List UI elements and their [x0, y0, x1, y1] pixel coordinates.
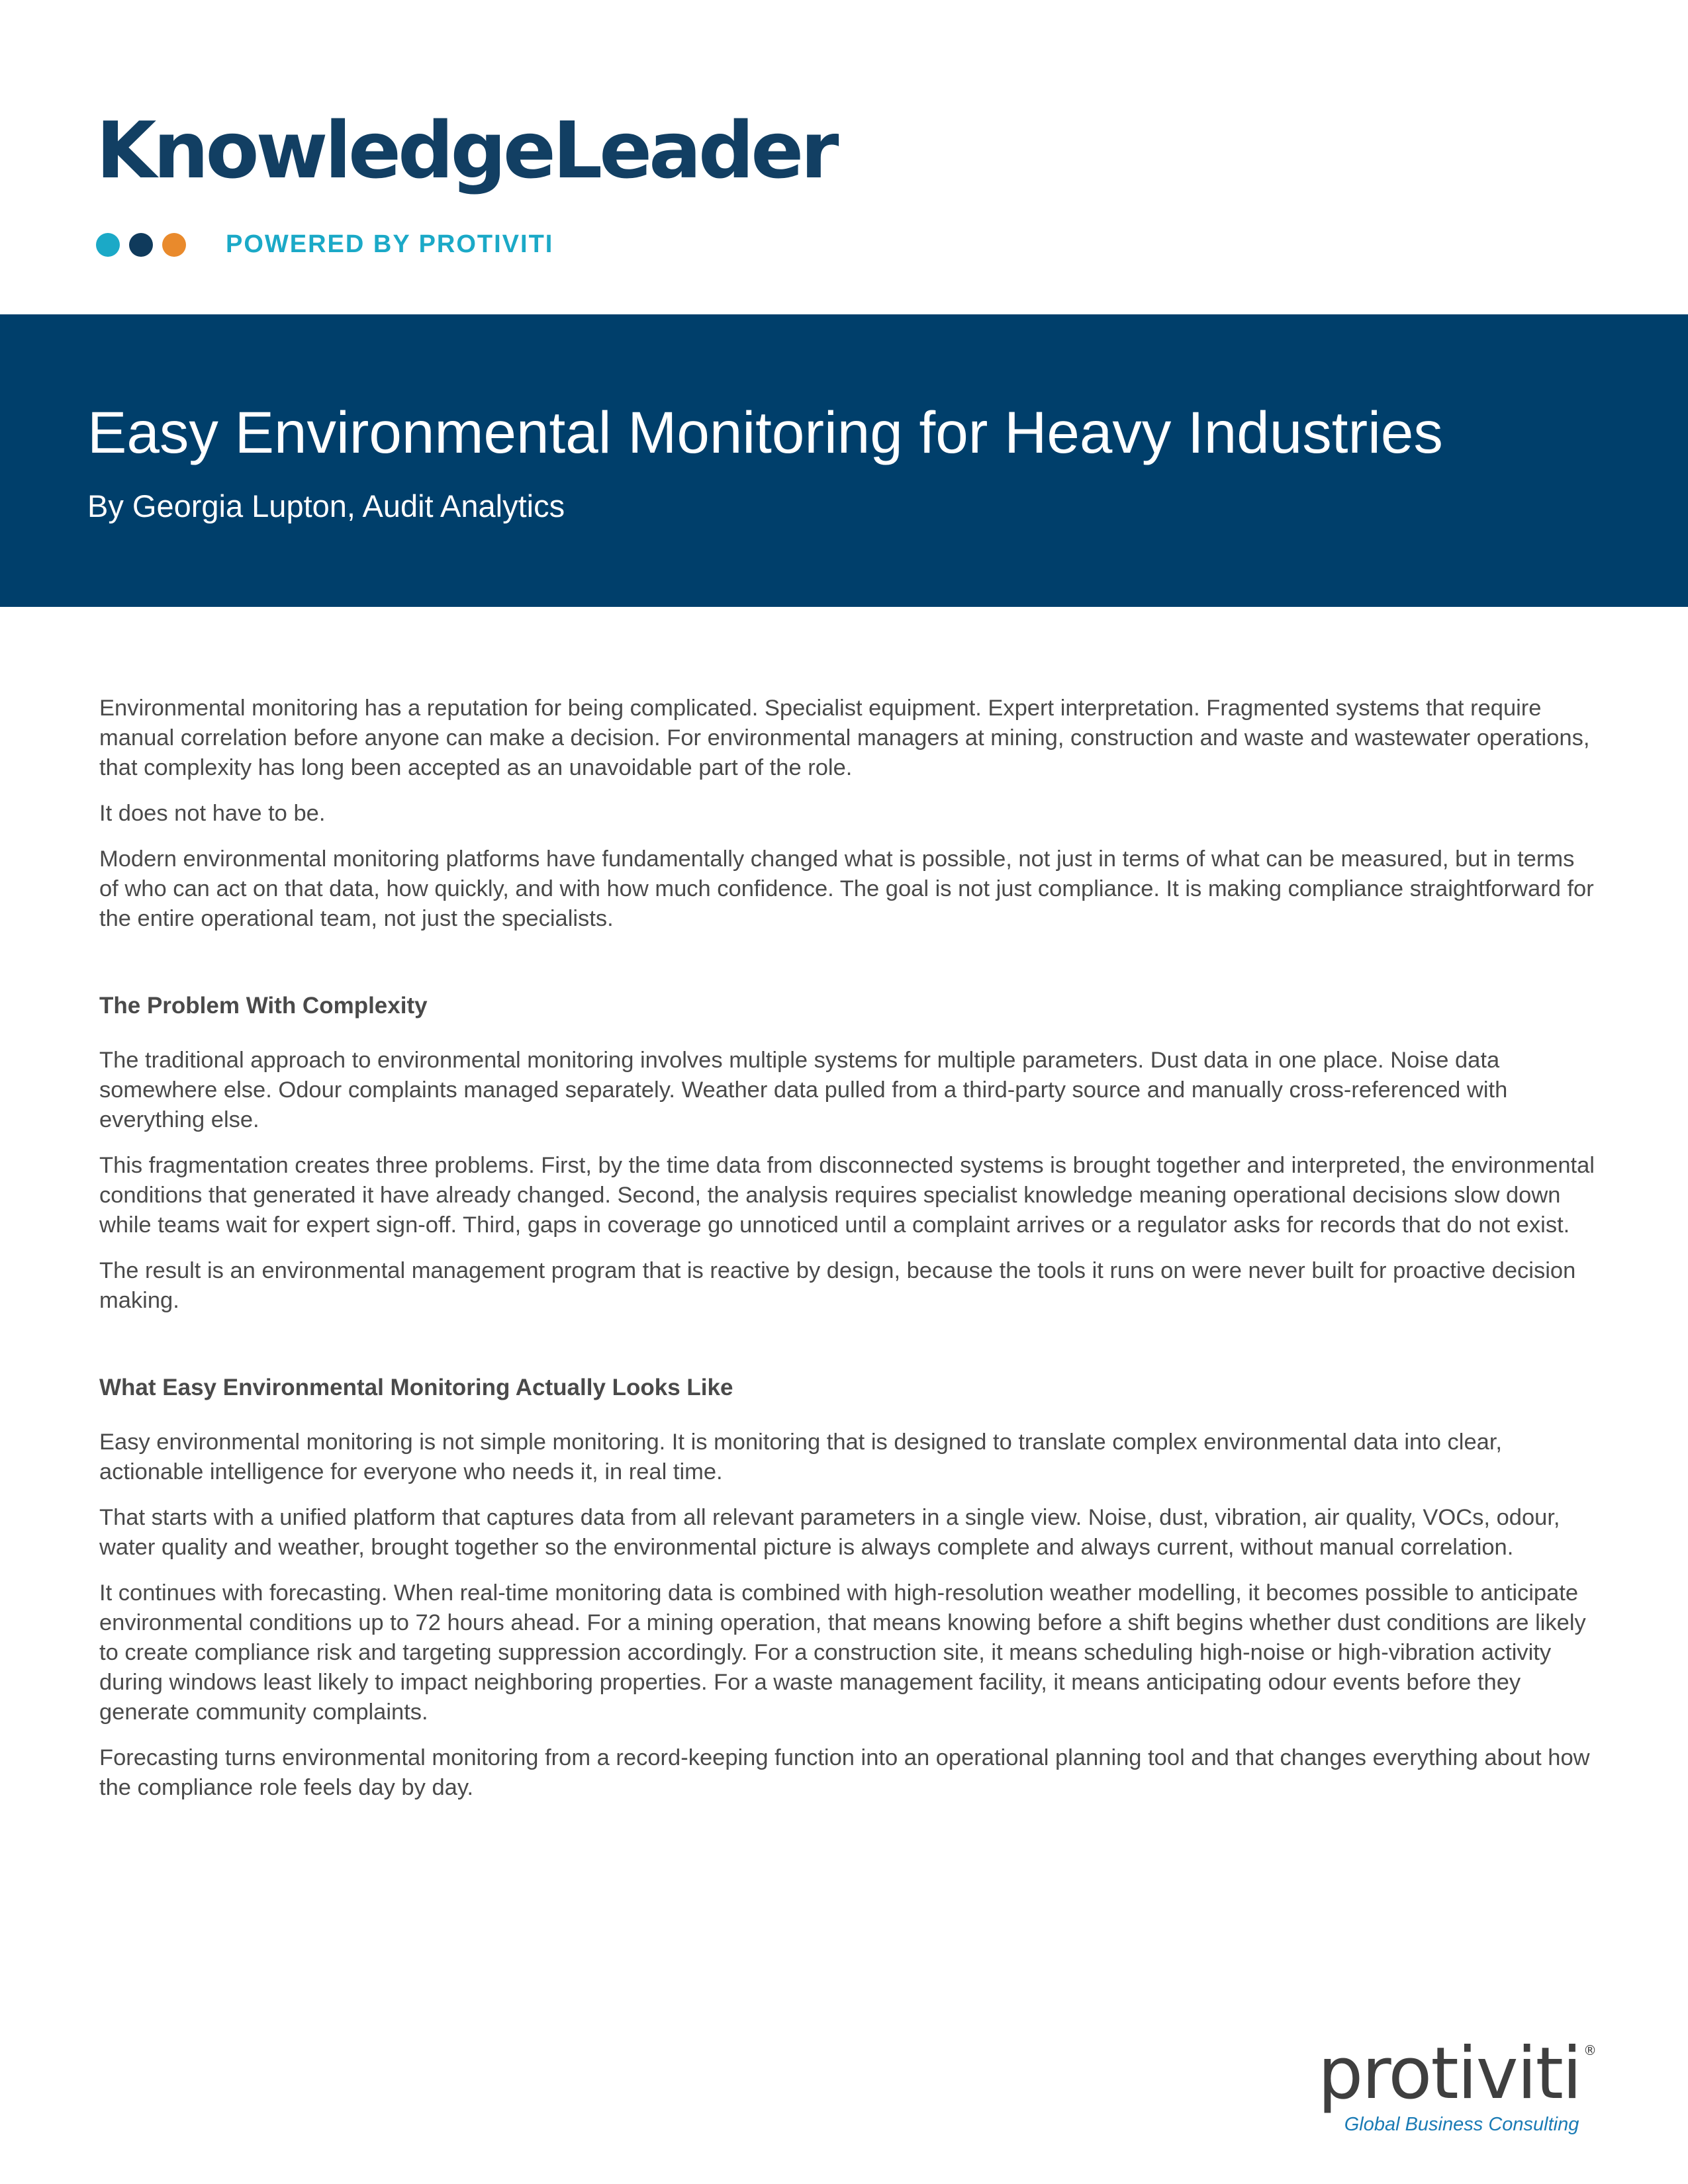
author-byline: By Georgia Lupton, Audit Analytics: [87, 488, 565, 523]
section-paragraph: That starts with a unified platform that captures data from all relevant parameters in a single view. Noise, dust, vibration, air quality, VOCs, odour, water quality and weather, brought together so the environmental picture is always complete and always current, without manual correlation.: [99, 1505, 1560, 1560]
section-paragraph: Easy environmental monitoring is not simple monitoring. It is monitoring that is designed to translate complex environmental data into clear, actionable intelligence for everyone who needs it, in real time.: [99, 1430, 1502, 1484]
section-heading: The Problem With Complexity: [99, 993, 428, 1019]
intro-paragraph: Environmental monitoring has a reputation for being complicated. Specialist equipment. Expert interpretation. Fragmented systems that require manual correlation before anyone can make a decision. For environmental managers at mining, construction and waste and wastewater operations, that complexity has long been accepted as an unavoidable part of the role.: [99, 696, 1590, 780]
section-paragraph: The traditional approach to environmental monitoring involves multiple systems for multiple parameters. Dust data in one place. Noise data somewhere else. Odour complaints managed separately. Weather data pulled from a third-party source and manually cross-referenced with everything else.: [99, 1048, 1508, 1132]
article-body: [99, 694, 1595, 1819]
knowledgeleader-logo: [96, 105, 836, 259]
section-paragraph: The result is an environmental management program that is reactive by design, because the tools it runs on were never built for proactive decision making.: [99, 1258, 1576, 1313]
brand-tagline: POWERED BY PROTIVITI: [226, 230, 554, 258]
protiviti-logo-text: protiviti: [1317, 2032, 1581, 2115]
section-paragraph: Forecasting turns environmental monitoring from a record-keeping function into an operational planning tool and that changes everything about how the compliance role feels day by day.: [99, 1745, 1590, 1800]
title-banner: [0, 314, 1688, 607]
brand-name: KnowledgeLeader: [96, 105, 836, 196]
protiviti-wordmark: [1317, 2032, 1595, 2115]
orange-dot-icon: [162, 233, 186, 257]
intro-paragraph: Modern environmental monitoring platforms have fundamentally changed what is possible, not just in terms of what can be measured, but in terms of who can act on that data, how quickly, and with how much confidence. The goal is not just compliance. It is making compliance straightforward for the entire operational team, not just the specialists.: [99, 846, 1594, 931]
registered-mark: ®: [1583, 2042, 1595, 2058]
section-paragraph: This fragmentation creates three problems. First, by the time data from disconnected systems is brought together and interpreted, the environmental conditions that generated it have already changed. Second, the analysis requires specialist knowledge meaning operational decisions slow down while teams wait for expert sign-off. Third, gaps in coverage go unnoticed until a complaint arrives or a regulator asks for records that do not exist.: [99, 1153, 1595, 1238]
section-heading: What Easy Environmental Monitoring Actually Looks Like: [99, 1375, 733, 1400]
section-paragraph: It continues with forecasting. When real-time monitoring data is combined with high-resolution weather modelling, it becomes possible to anticipate environmental conditions up to 72 hours ahead. For a mining operation, that means knowing before a shift begins whether dust conditions are likely to create compliance risk and targeting suppression accordingly. For a construction site, it means scheduling high-noise or high-vibration activity during windows least likely to impact neighboring properties. For a waste management facility, it means anticipating odour events before they generate community complaints.: [99, 1580, 1586, 1725]
protiviti-logo: [1317, 2032, 1595, 2136]
brand-tagline-row: [96, 230, 836, 259]
protiviti-subtitle: Global Business Consulting: [1344, 2114, 1579, 2135]
page-title: Easy Environmental Monitoring for Heavy Industries: [87, 399, 1443, 465]
navy-dot-icon: [129, 233, 153, 257]
intro-paragraph: It does not have to be.: [99, 801, 326, 826]
teal-dot-icon: [96, 233, 120, 257]
